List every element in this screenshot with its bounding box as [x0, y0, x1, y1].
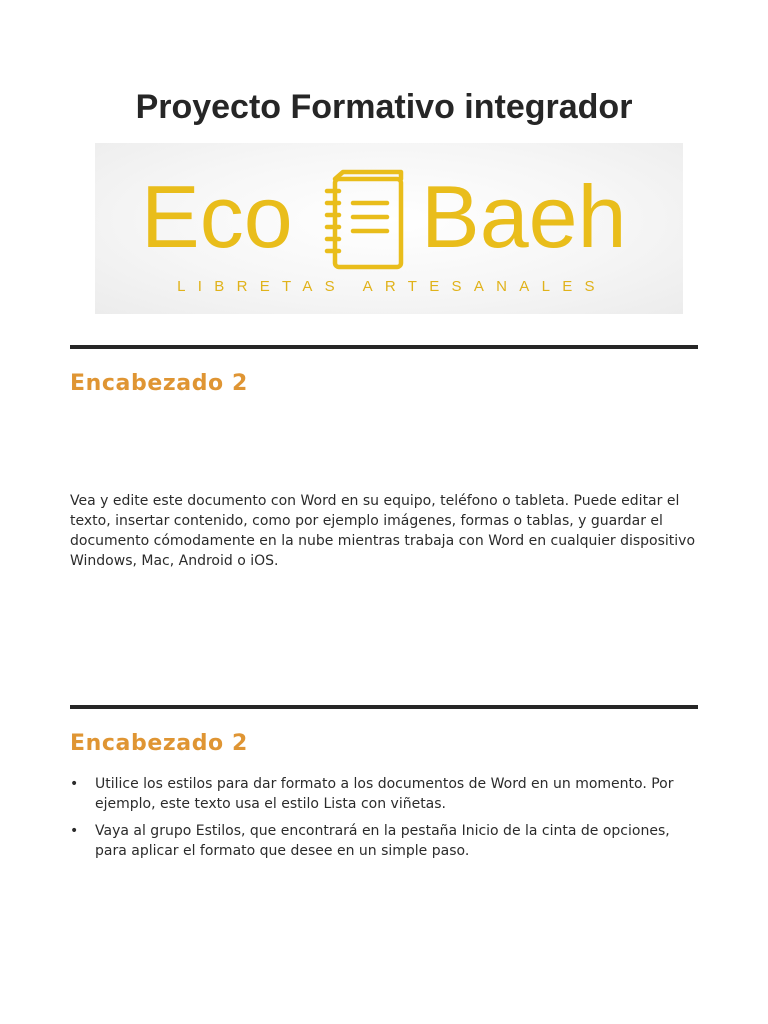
section-divider — [70, 345, 698, 349]
notebook-icon — [323, 169, 409, 271]
list-item — [70, 774, 700, 814]
section-divider — [70, 705, 698, 709]
body-paragraph: Vea y edite este documento con Word en su equipo, teléfono o tableta. Puede editar el texto, insertar contenido, como por ejemplo imágenes, formas o tablas, y guardar el documento cómodamente en la nube mientras trabaja con Word en cualquier dispositivo Windows, Mac, Android o iOS. — [70, 493, 696, 569]
logo-word-baeh: Baeh — [421, 167, 627, 266]
list-item-text: Utilice los estilos para dar formato a los documentos de Word en un momento. Por ejemplo, este texto usa el estilo Lista con viñetas. — [95, 776, 674, 812]
bullet-icon: • — [70, 823, 79, 839]
bullet-icon: • — [70, 776, 79, 792]
list-item-text: Vaya al grupo Estilos, que encontrará en la pestaña Inicio de la cinta de opciones, para aplicar el formato que desee en un simple paso. — [95, 823, 670, 859]
list-item — [70, 821, 700, 861]
bullet-list — [70, 774, 700, 868]
logo-word-eco: Eco — [141, 167, 293, 266]
ecobaeh-logo — [95, 143, 683, 314]
document-title: Proyecto Formativo integrador — [135, 88, 633, 126]
section-heading: Encabezado 2 — [70, 731, 248, 756]
section-heading: Encabezado 2 — [70, 371, 248, 396]
logo-tagline: LIBRETAS ARTESANALES — [177, 278, 607, 295]
